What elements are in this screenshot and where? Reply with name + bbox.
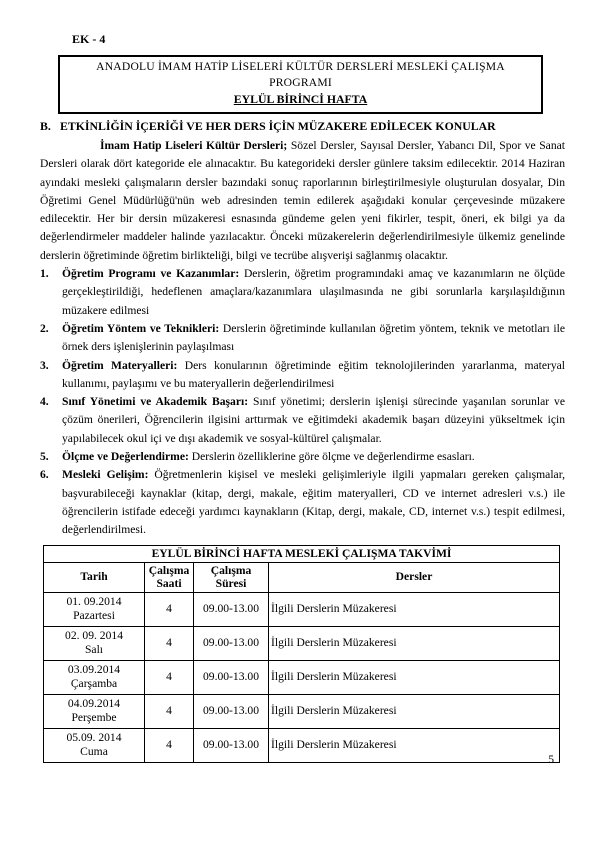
hours-cell: 4 (145, 694, 194, 728)
list-item-number: 2. (40, 321, 49, 335)
list-item (40, 393, 565, 448)
list-item-text: Öğretmenlerin kişisel ve mesleki gelişimleriyle ilgili yapmaları gereken çalışmalar, başvurabileceği kaynaklar (kitap, dergi, makale, eğitim materyalleri, CD ve internet adresleri v.s.) ile öğrencilerin istifade edeceği yardımcı kaynakların (Kitap, dergi, makale, CD, internet v.s.) tespit edilmesi, değerlendirilmesi. (62, 468, 565, 537)
day-value: Çarşamba (70, 677, 118, 691)
date-cell (44, 626, 145, 660)
list-item-text: Ders konularının öğretiminde eğitim teknolojilerinden yararlanma, materyal kullanımı, paylaşımı ve bu materyallerin değerlendirilmesi (62, 358, 565, 390)
list-item-text: Sınıf yönetimi; derslerin işlenişi sürecinde yaşanılan sorunlar ve çözüm önerileri, Öğrencilerin ilgisini arttırmak ve eğitimdeki akademik başarı düzeyini yükseltmek için yapılabilecek okul içi ve dışı akademik ve sosyal-kültürel çalışmalar. (62, 395, 565, 445)
date-cell (44, 694, 145, 728)
table-row (44, 694, 560, 728)
duration-cell: 09.00-13.00 (194, 660, 269, 694)
date-value: 02. 09. 2014 (65, 628, 123, 642)
list-item-title: Öğretim Programı ve Kazanımlar: (62, 267, 240, 281)
courses-cell: İlgili Derslerin Müzakeresi (269, 660, 560, 694)
activity-list (40, 265, 565, 539)
table-row (44, 728, 560, 762)
program-title: ANADOLU İMAM HATİP LİSELERİ KÜLTÜR DERSLERİ MESLEKİ ÇALIŞMA PROGRAMI (96, 60, 505, 89)
section-b-text: ETKİNLİĞİN İÇERİĞİ VE HER DERS İÇİN MÜZAKERE EDİLECEK KONULAR (60, 119, 496, 133)
list-item (40, 466, 565, 539)
date-value: 05.09. 2014 (66, 730, 122, 744)
column-header-duration: Çalışma Süresi (194, 562, 269, 592)
list-item-number: 5. (40, 450, 49, 464)
date-cell (44, 592, 145, 626)
duration-cell: 09.00-13.00 (194, 592, 269, 626)
intro-paragraph (40, 137, 565, 265)
courses-cell: İlgili Derslerin Müzakeresi (269, 626, 560, 660)
list-item (40, 320, 565, 357)
day-value: Salı (84, 643, 104, 657)
table-title-row (44, 545, 560, 562)
day-value: Perşembe (71, 711, 117, 725)
column-header-hours: Çalışma Saati (145, 562, 194, 592)
list-item-number: 4. (40, 395, 49, 409)
courses-cell: İlgili Derslerin Müzakeresi (269, 728, 560, 762)
day-value: Pazartesi (73, 609, 115, 623)
column-header-date: Tarih (44, 562, 145, 592)
hours-cell: 4 (145, 660, 194, 694)
date-cell (44, 728, 145, 762)
list-item-title: Öğretim Yöntem ve Teknikleri: (62, 321, 220, 335)
list-item-text: Derslerin özelliklerine göre ölçme ve değerlendirme esasları. (188, 450, 475, 464)
hours-cell: 4 (145, 626, 194, 660)
hours-cell: 4 (145, 592, 194, 626)
table-header-row (44, 562, 560, 592)
date-value: 01. 09.2014 (66, 594, 122, 608)
list-item-number: 1. (40, 267, 49, 281)
duration-cell: 09.00-13.00 (194, 626, 269, 660)
list-item-title: Sınıf Yönetimi ve Akademik Başarı: (62, 395, 249, 409)
duration-cell: 09.00-13.00 (194, 694, 269, 728)
date-value: 04.09.2014 (67, 696, 121, 710)
column-header-courses: Dersler (269, 562, 560, 592)
list-item-number: 3. (40, 358, 49, 372)
list-item-number: 6. (40, 468, 49, 482)
list-item (40, 265, 565, 320)
title-box (58, 55, 543, 114)
intro-body: Sözel Dersler, Sayısal Dersler, Yabancı Dil, Spor ve Sanat Dersleri olarak dört kategoride ele alınacaktır. Bu kategorideki dersler günlere taksim edilecektir. 2014 Haziran ayındaki mesleki çalışmaların dersler bazındaki sonuç raporlarının birleştirilmesiyle oluşturulan dosyalar, Din Öğretimi Genel Müdürlüğü'nün web adresinden temin edilerek aşağıdaki konular çerçevesinde müzakere edilecektir. Her bir dersin müzakeresi esnasında gündeme gelen yeni fikirler, tespit, öneri, ek bilgi ya da değerlendirmeler maddeler halinde yazılacaktır. Önceki müzakerelerin değerlendirilmesiyle ülkemiz genelinde derslerin öğretiminde öğretim birlikteliği, bilgi ve tecrübe alışverişi sağlanmış olacaktır. (40, 139, 565, 262)
list-item (40, 357, 565, 394)
list-item (40, 448, 565, 466)
table-title: EYLÜL BİRİNCİ HAFTA MESLEKİ ÇALIŞMA TAKVİMİ (44, 545, 560, 562)
day-value: Cuma (80, 745, 108, 759)
hours-cell: 4 (145, 728, 194, 762)
duration-cell: 09.00-13.00 (194, 728, 269, 762)
list-item-title: Öğretim Materyalleri: (62, 358, 178, 372)
schedule-table (43, 545, 560, 763)
page-number: 5 (548, 753, 554, 766)
courses-cell: İlgili Derslerin Müzakeresi (269, 694, 560, 728)
list-item-title: Mesleki Gelişim: (62, 468, 149, 482)
date-cell (44, 660, 145, 694)
list-item-title: Ölçme ve Değerlendirme: (62, 450, 189, 464)
list-item-text: Derslerin, öğretim programındaki amaç ve kazanımların ne ölçüde gerçekleştirildiği, hedeflenen amaçlara/kazanımlara ulaşılmasında ne gibi sorunlarla karşılaşıldığının müzakere edilmesi (62, 267, 565, 317)
attachment-label: EK - 4 (72, 32, 106, 46)
courses-cell: İlgili Derslerin Müzakeresi (269, 592, 560, 626)
table-row (44, 592, 560, 626)
intro-lead: İmam Hatip Liseleri Kültür Dersleri; (100, 139, 288, 152)
table-row (44, 626, 560, 660)
week-title: EYLÜL BİRİNCİ HAFTA (233, 92, 368, 106)
table-row (44, 660, 560, 694)
date-value: 03.09.2014 (67, 662, 121, 676)
list-item-text: Derslerin öğretiminde kullanılan öğretim yöntem, teknik ve metotları ile örnek ders işlenişlerinin paylaşılması (62, 321, 565, 354)
section-b-heading (40, 119, 565, 134)
section-b-letter: B. (40, 119, 51, 133)
